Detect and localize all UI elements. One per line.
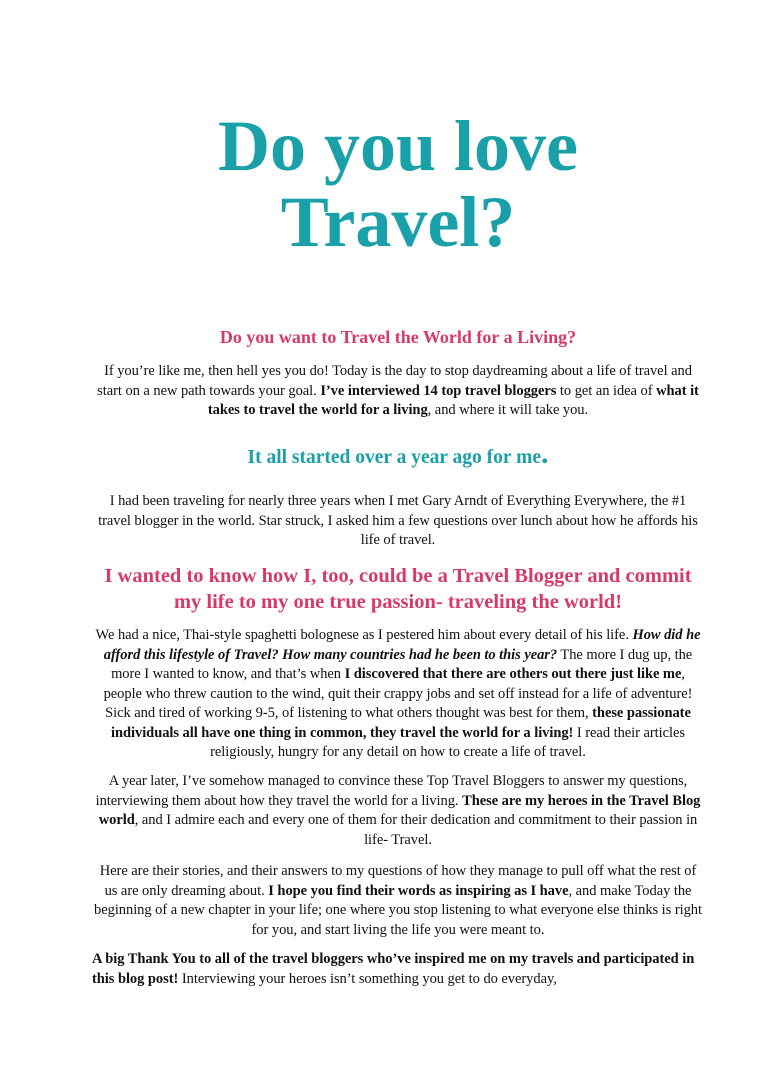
subtitle: Do you want to Travel the World for a Living? [219,327,577,347]
p3-bold-italic-1: How did he afford this lifestyle of Travel? How many countries had he been to this year? [103,627,701,663]
p4-text-2: , and I admire each and every one of them for their dedication and commitment to their passion in life- Travel. [134,812,698,848]
p4-bold-1: These are my heroes in the Travel Blog world [98,792,701,828]
p3-text-2: The more I dug up, the more I wanted to know, and that’s when [111,646,693,682]
p3-text-1: We had a nice, Thai-style spaghetti bolognese as I pestered him about every detail of his life. [95,627,633,643]
section-heading-teal-text: It all started over a year ago for me [247,447,541,468]
title-line-1: Do you love [218,106,578,186]
p5-bold-1: I hope you find their words as inspiring as I have [268,882,569,899]
p3-text-3: , people who threw caution to the wind, quit their crappy jobs and set off instead for a life of adventure! Sick and tired of working 9-5, of listening to what others thought was best for them, [103,666,693,721]
intro-text-1: If you’re like me, then hell yes you do! Today is the day to stop daydreaming about a life of travel and start on a new path towards your goal. [97,363,692,399]
intro-text-2: to get an idea of [556,382,657,399]
page-title [92,108,704,261]
body-paragraph-5 [92,862,704,940]
p4-text-1: A year later, I’ve somehow managed to convince these Top Travel Bloggers to answer my questions, interviewing them about how they travel the world for a living. [95,773,688,809]
intro-paragraph [92,362,704,421]
body-paragraph-4 [92,772,704,850]
body-paragraph-3 [92,626,704,763]
intro-bold-2: what it takes to travel the world for a living [207,382,699,418]
section-heading-teal-dot: . [541,437,549,470]
intro-bold-1: I’ve interviewed 14 top travel bloggers [320,382,557,399]
story-paragraph: I had been traveling for nearly three years when I met Gary Arndt of Everything Everywhere, the #1 travel blogger in the world. Star struck, I asked him a few questions over lunch about how he affords his life of travel. [98,493,698,548]
body-paragraph-6 [92,950,704,989]
p3-text-4: I read their articles religiously, hungry for any detail on how to create a life of travel. [210,724,685,760]
section-heading-pink: I wanted to know how I, too, could be a Travel Blogger and commit my life to my one true passion- traveling the world! [104,565,692,613]
p3-bold-2: these passionate individuals all have one thing in common, they travel the world for a living! [111,705,691,741]
intro-text-3: , and where it will take you. [427,402,589,418]
p3-bold-1: I discovered that there are others out there just like me [344,666,682,682]
p5-text-2: , and make Today the beginning of a new chapter in your life; one where you stop listening to what everyone else thinks is right for you, and start living the life you were meant to. [94,882,702,938]
p5-text-1: Here are their stories, and their answers to my questions of how they manage to pull off what the rest of us are only dreaming about. [99,863,697,899]
title-line-2: Travel? [280,182,516,263]
p6-text-1: Interviewing your heroes isn’t something you get to do everyday, [178,970,557,987]
p6-bold-1: A big Thank You to all of the travel bloggers who’ve inspired me on my travels and participated in this blog post! [92,951,695,987]
section-heading-teal [92,437,704,470]
